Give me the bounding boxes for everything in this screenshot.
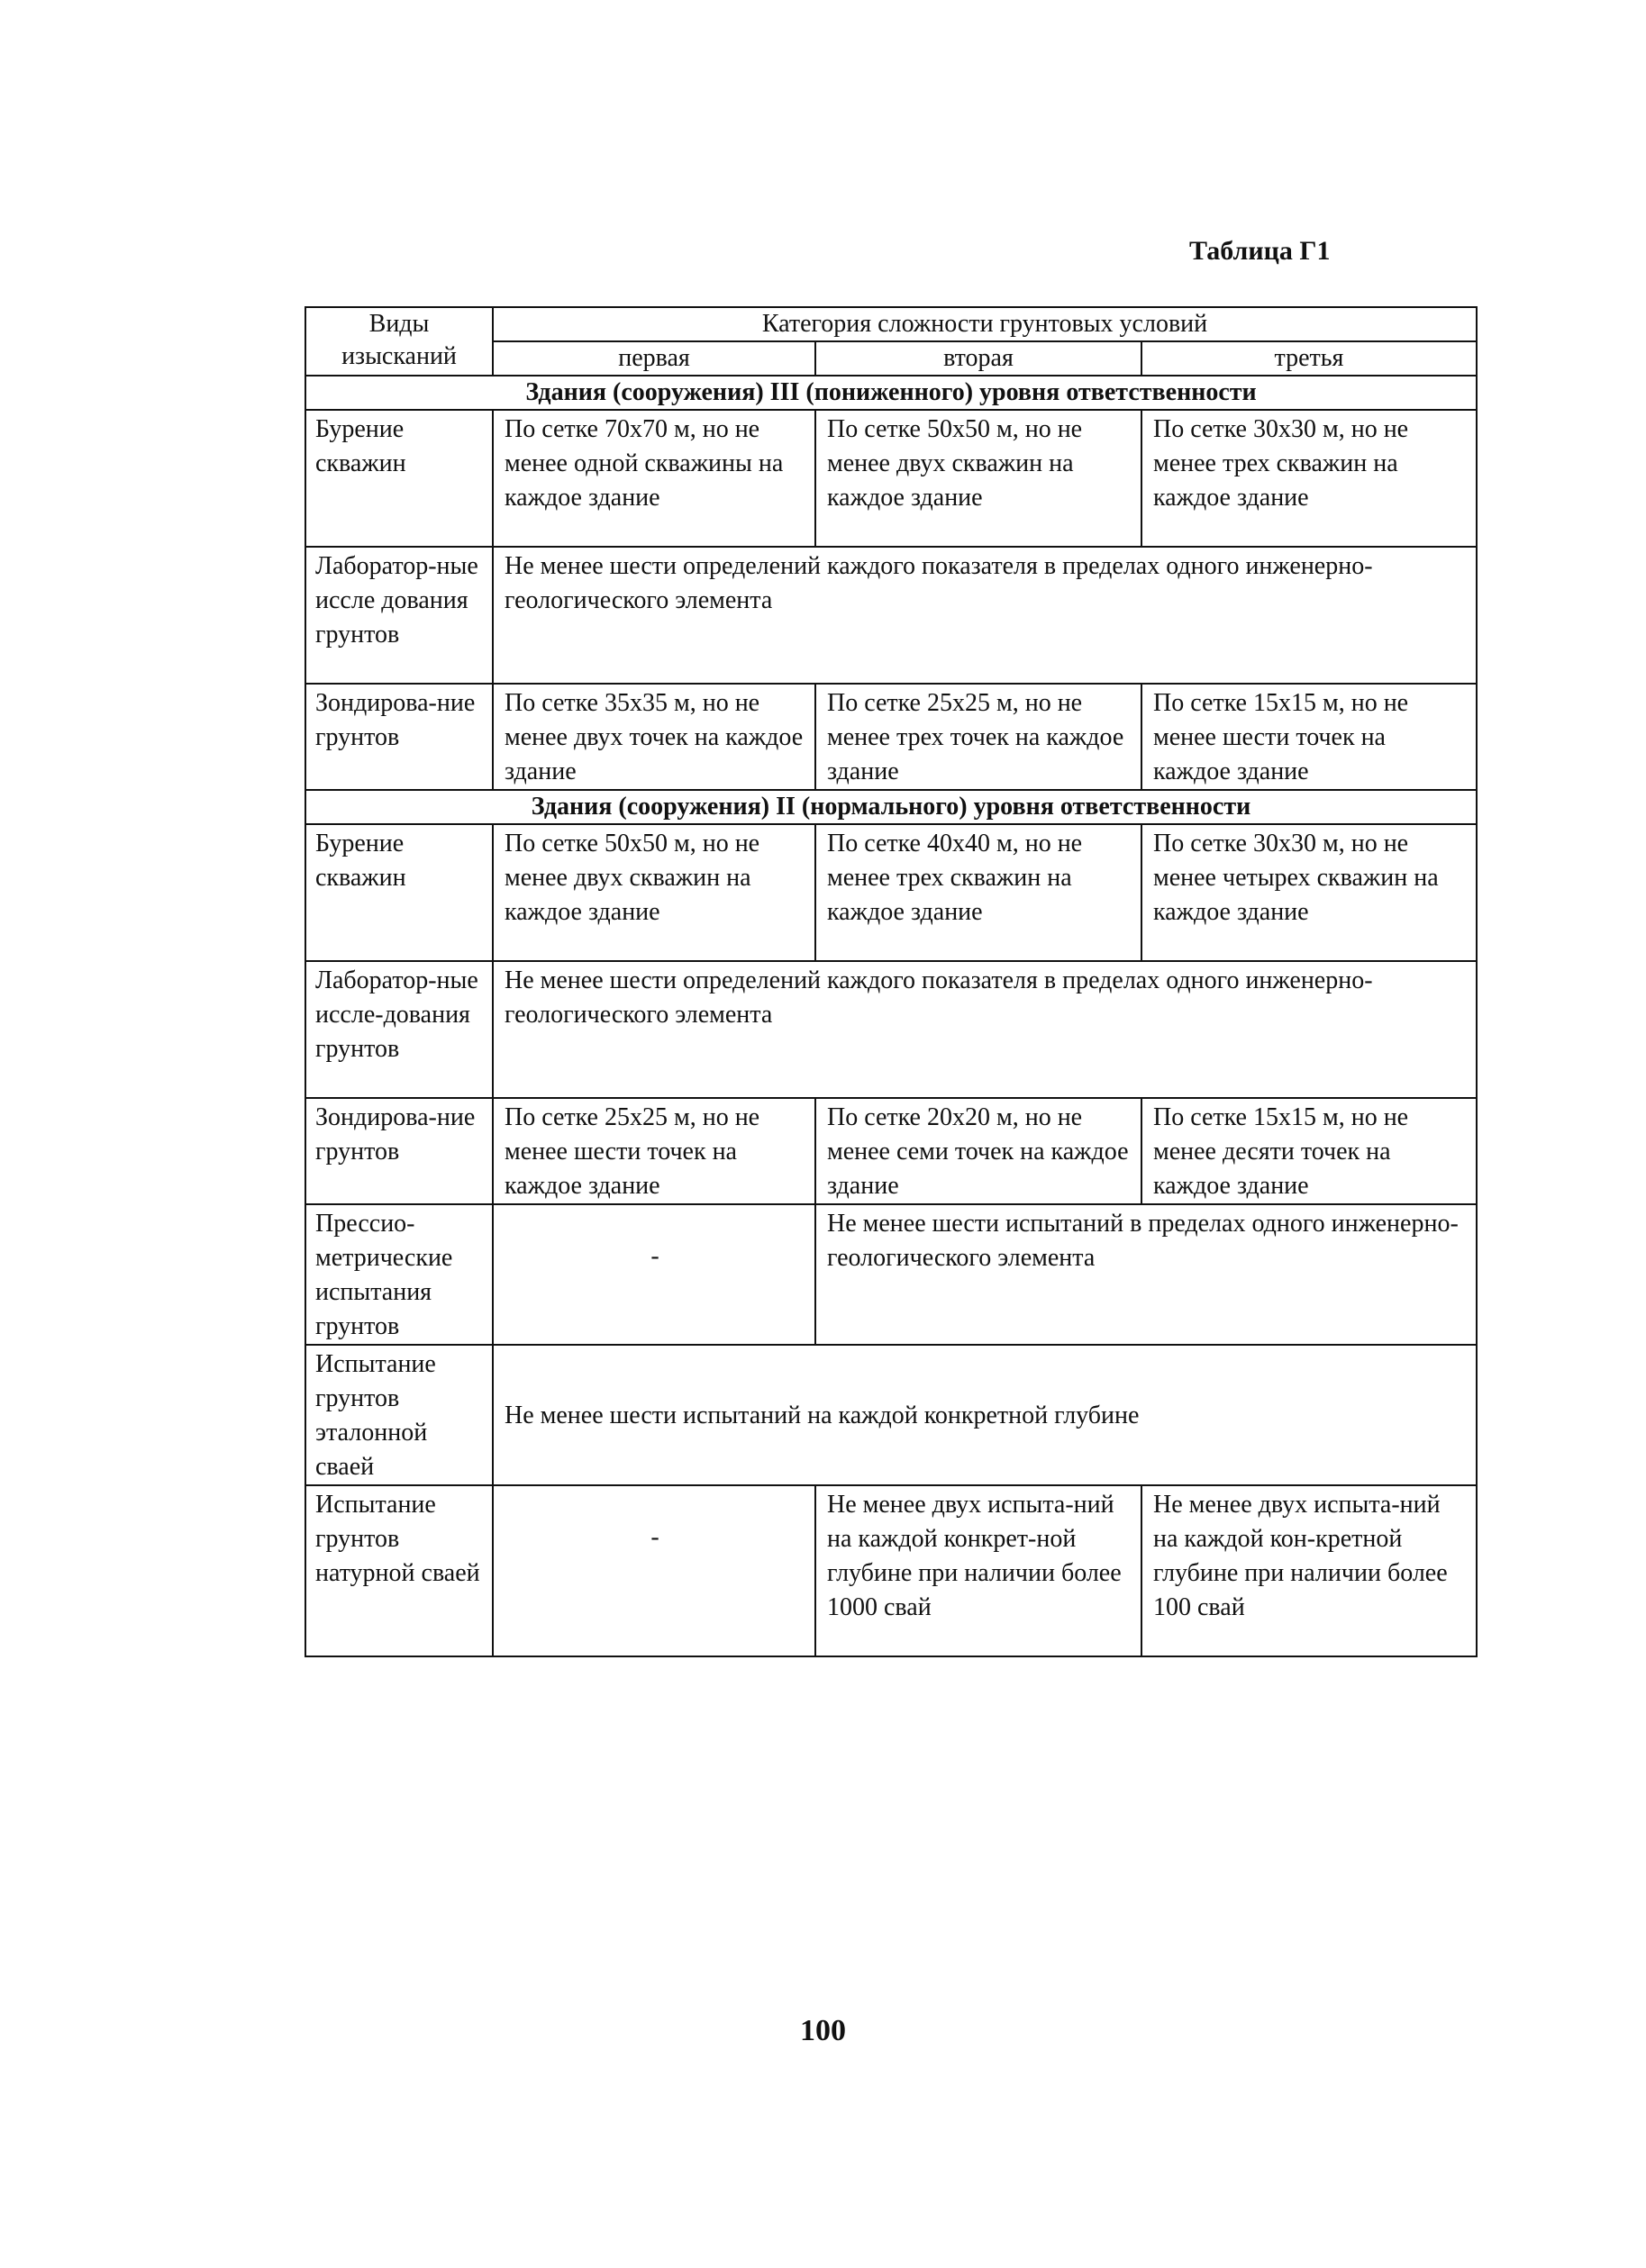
survey-table [305, 306, 1476, 1657]
header-row-1 [305, 307, 1477, 341]
cell-category-3: По сетке 15х15 м, но не менее десяти точек на каждое здание [1141, 1098, 1477, 1204]
table-row [305, 410, 1477, 547]
table-row [305, 1485, 1477, 1656]
header-category-1: первая [493, 341, 815, 376]
table-row [305, 824, 1477, 961]
cell-category-2: По сетке 40х40 м, но не менее трех скважин на каждое здание [815, 824, 1141, 961]
row-type: Зондирова-ние грунтов [305, 684, 493, 790]
section-row [305, 790, 1477, 824]
row-type: Зондирова-ние грунтов [305, 1098, 493, 1204]
header-category: Категория сложности грунтовых условий [493, 307, 1477, 341]
header-category-2: вторая [815, 341, 1141, 376]
cell-all-categories: Не менее шести испытаний на каждой конкретной глубине [493, 1345, 1477, 1485]
cell-category-3: По сетке 30х30 м, но не менее четырех скважин на каждое здание [1141, 824, 1477, 961]
cell-category-1: По сетке 25х25 м, но не менее шести точек на каждое здание [493, 1098, 815, 1204]
cell-category-3: По сетке 30х30 м, но не менее трех скважин на каждое здание [1141, 410, 1477, 547]
cell-category-2: По сетке 20х20 м, но не менее семи точек на каждое здание [815, 1098, 1141, 1204]
cell-category-1: По сетке 70х70 м, но не менее одной скважины на каждое здание [493, 410, 815, 547]
cell-category-2: По сетке 25х25 м, но не менее трех точек на каждое здание [815, 684, 1141, 790]
cell-category-3: По сетке 15х15 м, но не менее шести точек на каждое здание [1141, 684, 1477, 790]
row-type: Бурение скважин [305, 410, 493, 547]
row-type: Прессио-метрические испытания грунтов [305, 1204, 493, 1345]
cell-categories-2-3: Не менее шести испытаний в пределах одного инженерно-геологического элемента [815, 1204, 1477, 1345]
table-caption: Таблица Г1 [1189, 236, 1331, 266]
cell-category-1: По сетке 50х50 м, но не менее двух скважин на каждое здание [493, 824, 815, 961]
page-number: 100 [800, 2014, 846, 2047]
header-category-3: третья [1141, 341, 1477, 376]
table-row [305, 547, 1477, 684]
cell-category-3: Не менее двух испыта-ний на каждой кон-кретной глубине при наличии более 100 свай [1141, 1485, 1477, 1656]
row-type: Бурение скважин [305, 824, 493, 961]
section-row [305, 376, 1477, 410]
table-row [305, 1204, 1477, 1345]
section-title-iii: Здания (сооружения) III (пониженного) уровня ответственности [305, 376, 1477, 410]
cell-category-1: - [493, 1485, 815, 1656]
table-row [305, 684, 1477, 790]
cell-category-1: По сетке 35х35 м, но не менее двух точек на каждое здание [493, 684, 815, 790]
cell-category-2: По сетке 50х50 м, но не менее двух скважин на каждое здание [815, 410, 1141, 547]
row-type: Испытание грунтов эталонной сваей [305, 1345, 493, 1485]
table-row [305, 961, 1477, 1098]
row-type: Испытание грунтов натурной сваей [305, 1485, 493, 1656]
cell-all-categories: Не менее шести определений каждого показателя в пределах одного инженерно-геологического элемента [493, 961, 1477, 1098]
cell-category-1: - [493, 1204, 815, 1345]
cell-category-2: Не менее двух испыта-ний на каждой конкрет-ной глубине при наличии более 1000 свай [815, 1485, 1141, 1656]
row-type: Лаборатор-ные иссле-дования грунтов [305, 961, 493, 1098]
cell-all-categories: Не менее шести определений каждого показателя в пределах одного инженерно-геологического элемента [493, 547, 1477, 684]
row-type: Лаборатор-ные иссле дования грунтов [305, 547, 493, 684]
header-type-column: Виды изысканий [305, 307, 493, 376]
section-title-ii: Здания (сооружения) II (нормального) уровня ответственности [305, 790, 1477, 824]
table-row [305, 1098, 1477, 1204]
table-row [305, 1345, 1477, 1485]
